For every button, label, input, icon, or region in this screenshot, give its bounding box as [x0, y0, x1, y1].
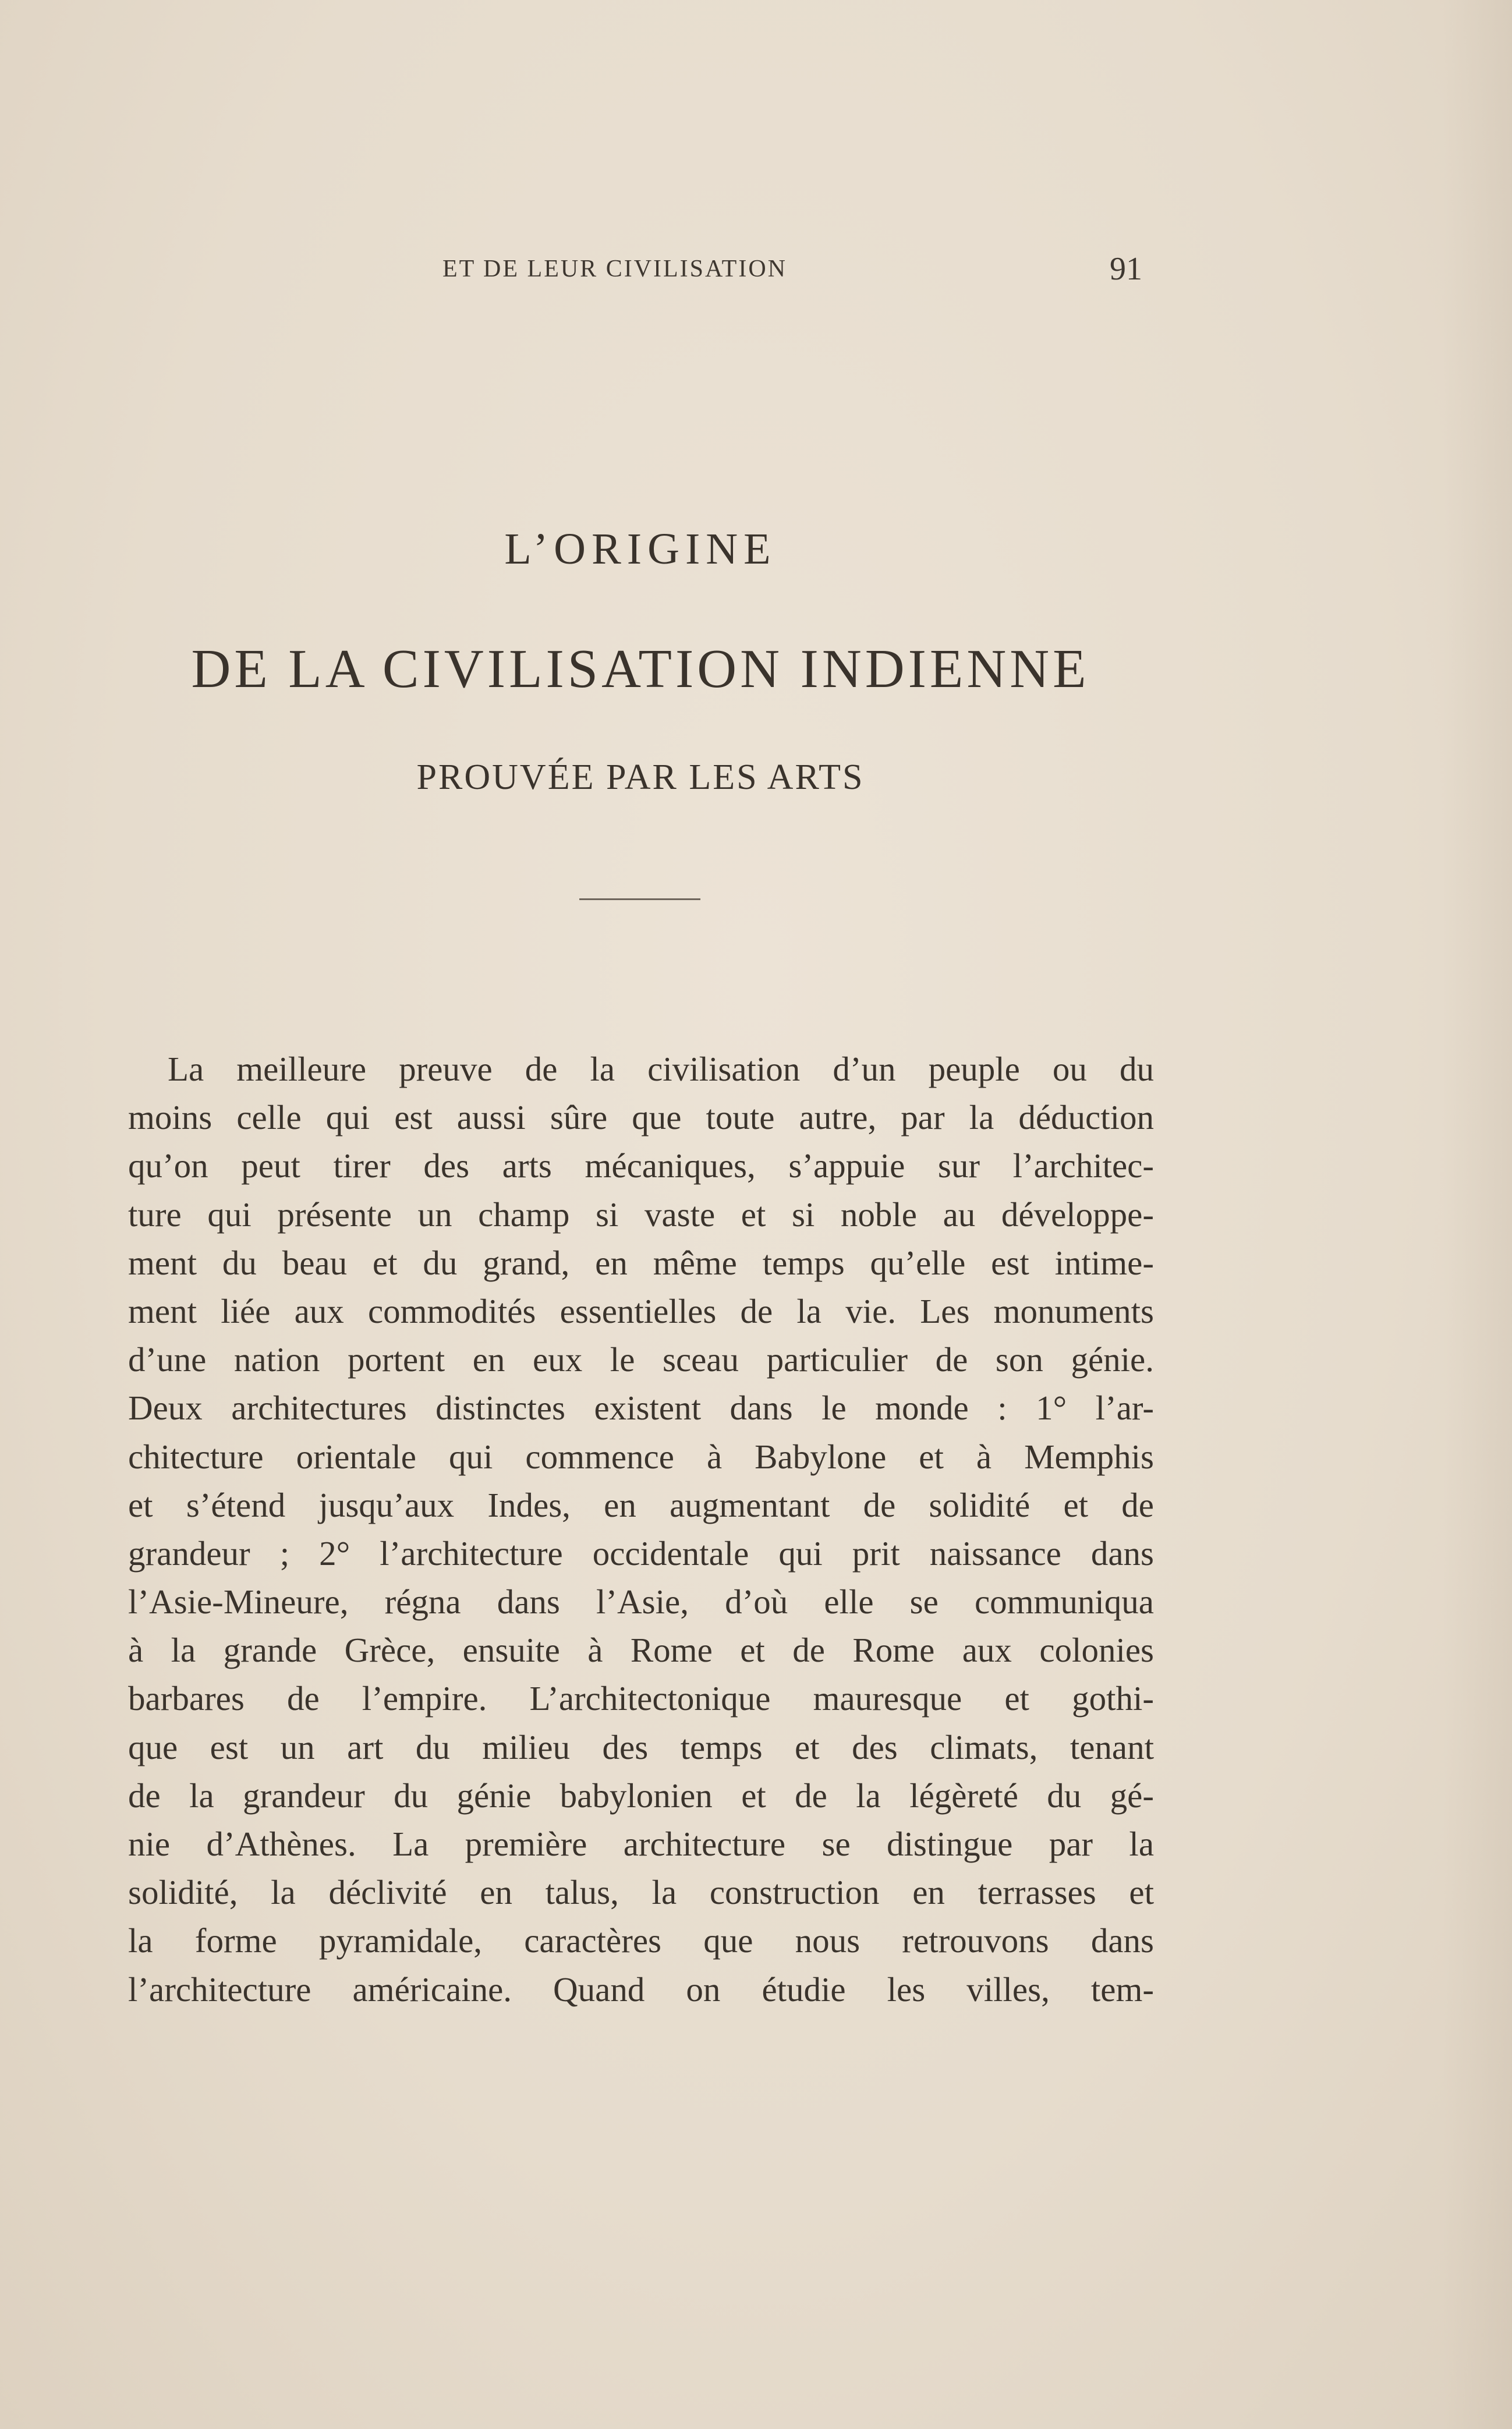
page-number: 91: [1110, 251, 1142, 287]
chapter-title-line-1: L’ORIGINE: [504, 525, 777, 573]
page-edge-shadow: [1442, 0, 1512, 2429]
text-line: ment du beau et du grand, en même temps qu’elle est intime-: [128, 1243, 1154, 1282]
text-line: qu’on peut tirer des arts mécaniques, s’appuie sur l’architec-: [128, 1146, 1154, 1185]
text-line: la forme pyramidale, caractères que nous retrouvons dans: [128, 1921, 1154, 1960]
text-line: solidité, la déclivité en talus, la construction en terrasses et: [128, 1873, 1154, 1912]
text-line: barbares de l’empire. L’architectonique mauresque et gothi-: [128, 1679, 1154, 1718]
text-line: Deux architectures distinctes existent dans le monde : 1° l’ar-: [128, 1389, 1154, 1428]
text-line: de la grandeur du génie babylonien et de la légèreté du gé-: [128, 1776, 1154, 1815]
text-line: à la grande Grèce, ensuite à Rome et de Rome aux colonies: [128, 1631, 1154, 1670]
text-line: nie d’Athènes. La première architecture se distingue par la: [128, 1825, 1154, 1863]
chapter-title-line-2: DE LA CIVILISATION INDIENNE: [191, 639, 1090, 699]
text-line: l’architecture américaine. Quand on étudie les villes, tem-: [128, 1970, 1154, 2009]
running-head: ET DE LEUR CIVILISATION: [442, 256, 787, 282]
text-line: et s’étend jusqu’aux Indes, en augmentant de solidité et de: [128, 1485, 1154, 1524]
text-line: grandeur ; 2° l’architecture occidentale qui prit naissance dans: [128, 1534, 1154, 1573]
text-line: ment liée aux commodités essentielles de la vie. Les monuments: [128, 1291, 1154, 1330]
text-line: que est un art du milieu des temps et des climats, tenant: [128, 1727, 1154, 1766]
text-line: chitecture orientale qui commence à Babylone et à Memphis: [128, 1437, 1154, 1476]
text-line: l’Asie-Mineure, régna dans l’Asie, d’où elle se communiqua: [128, 1582, 1154, 1621]
body-paragraph: [128, 1045, 1154, 2014]
text-line: d’une nation portent en eux le sceau particulier de son génie.: [128, 1340, 1154, 1379]
text-line: ture qui présente un champ si vaste et si noble au développe-: [128, 1195, 1154, 1234]
text-line: moins celle qui est aussi sûre que toute autre, par la déduction: [128, 1098, 1154, 1137]
title-divider-rule: [579, 898, 700, 900]
chapter-subtitle: PROUVÉE PAR LES ARTS: [416, 757, 865, 797]
text-line: La meilleure preuve de la civilisation d’un peuple ou du: [168, 1050, 1154, 1088]
